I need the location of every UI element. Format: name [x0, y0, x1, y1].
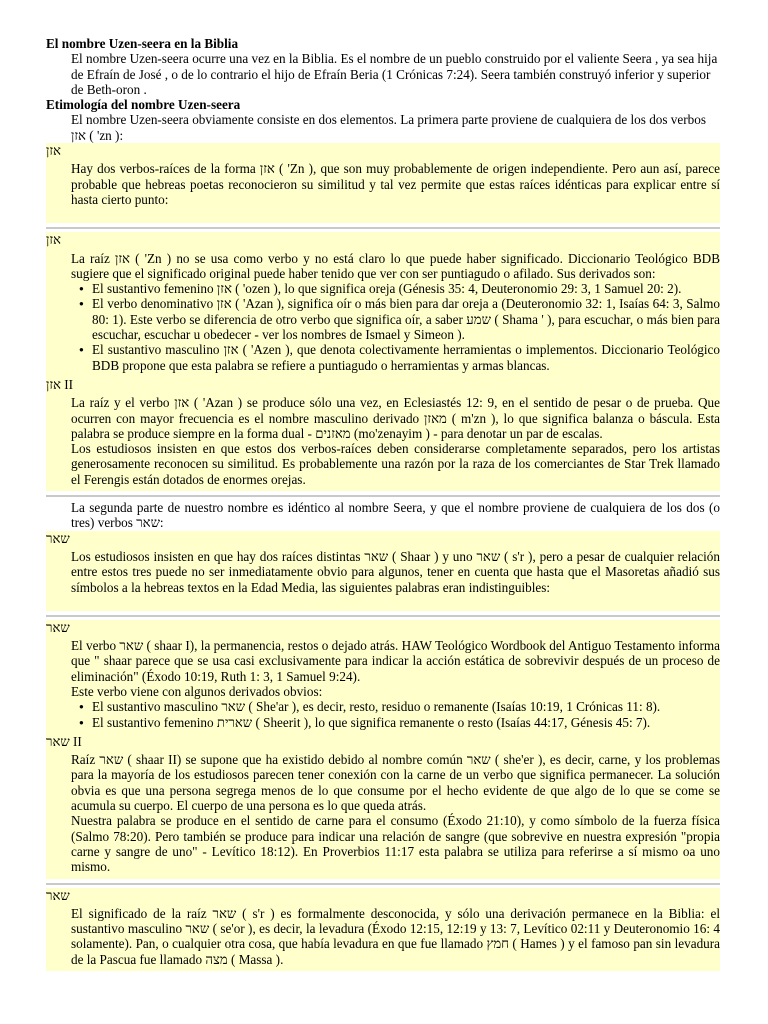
section-title-etymology: Etimología del nombre Uzen-seera — [46, 97, 241, 113]
divider — [46, 495, 720, 497]
list-item: ● El sustantivo femenino שארית ( Sheerit ), lo que significa remanente o resto (Isaías 44:17, Génesis 45: 7). — [92, 715, 720, 730]
root-body-shr-2-text: Raíz שאר ( shaar II) se supone que ha existido debido al nombre común שאר ( she'er ), es decir, carne, y los problemas para la mayoría de los estudiosos parecen tener conexión con la carne de un verbo que significa permanecer. La solución obvia es que una persona segrega menos de lo que consume por el hecho evidente de que algo de lo que se come se acumula su cuerpo. El cuerpo de una persona es lo que queda atrás. — [71, 752, 720, 814]
root-body-shr-1-text: El verbo שאר ( shaar I), la permanencia, restos o dejado atrás. HAW Teológico Wordbook del Antiguo Testamento informa que " shaar parece que se usa casi exclusivamente para indicar la acción estática de sobrevivir después de un proceso de eliminación" (Éxodo 10:19, Ruth 1: 3, 1 Samuel 9:24). — [71, 638, 720, 684]
list-item: ● El verbo denominativo אזן ( 'Azan ), significa oír o más bien para dar oreja a (Deuteronomio 32: 1, Isaías 64: 3, Salmo 80: 1). Este verbo se diferencia de otro verbo que significa oír, a saber שמע ( Shama ' ), para escuchar, o más bien para escuchar, escuchar u obedecer - ver los nombres de Ismael y Simeon ). — [92, 296, 720, 342]
section-body-etymology: El nombre Uzen-seera obviamente consiste en dos elementos. La primera parte proviene de cualquiera de los dos verbos אזן ( 'zn ): — [71, 112, 706, 143]
root-body-shr-1-text2: Este verbo viene con algunos derivados obvios: — [71, 683, 323, 699]
list-item: ● El sustantivo femenino אזן ( 'ozen ), lo que significa oreja (Génesis 35: 4, Deuteronomio 29: 3, 1 Samuel 20: 2). — [92, 281, 720, 296]
root-heading-shr-3: שאר — [46, 888, 720, 903]
derivatives-list-shr — [71, 699, 720, 730]
root-heading-azn: אזן — [46, 143, 720, 158]
root-heading-shr: שאר — [46, 531, 720, 546]
root-body-shr — [46, 546, 720, 611]
section-body-second-part: La segunda parte de nuestro nombre es idéntico al nombre Seera, y que el nombre proviene de cualquiera de los dos (o tres) verbos שאר: — [71, 500, 720, 531]
divider — [46, 615, 720, 617]
section-body-name: El nombre Uzen-seera ocurre una vez en la Biblia. Es el nombre de un pueblo construido por el valiente Seera , ya sea hija de Efraín de José , o de lo contrario el hijo de Efraín Beria (1 Crónicas 7:24). Seera también construyó inferior y superior de Beth-oron . — [71, 51, 718, 97]
list-item: ● El sustantivo masculino אזן ( 'Azen ), que denota colectivamente herramientas o implementos. Diccionario Teológico BDB propone que esta palabra se refiere a puntiagudo o herramientas y armas blancas. — [92, 342, 720, 373]
root-body-shr-text: Los estudiosos insisten en que hay dos raíces distintas שאר ( Shaar ) y uno שאר ( s'r ), pero a pesar de cualquier relación entre estos tres puede no ser inmediatamente obvio para algunos, tener en cuenta que hasta que el Masoretas añadió sus símbolos a la hebreas textos en la Edad Media, las siguientes palabras eran indistinguibles: — [71, 548, 720, 595]
divider — [46, 883, 720, 885]
root-body-azn-1 — [46, 248, 720, 377]
root-body-azn — [46, 158, 720, 223]
root-body-shr-2-text2: Nuestra palabra se produce en el sentido de carne para el consumo (Éxodo 21:10), y como símbolo de la fuerza física (Salmo 78:20). Pero también se produce para indicar una relación de sangre (que sobrevive en nuestra expresión "propia carne y sangre de uno" - Levítico 18:12). En Proverbios 11:17 esta palabra se utiliza para referirse a sí mismo oa uno mismo. — [71, 813, 720, 875]
root-body-shr-1 — [46, 635, 720, 734]
root-body-azn-2-text: La raíz y el verbo אזן ( 'Azan ) se produce sólo una vez, en Eclesiastés 12: 9, en el sentido de pesar o de prueba. Que ocurren con mayor frecuencia es el nombre masculino derivado מאזן ( m'zn ), lo que significa balanza o báscula. Esta palabra se produce siempre en la forma dual - מאזנים (mo'zenayim ) - para denotar un par de escalas. — [71, 395, 721, 441]
root-body-azn-2-text2: Los estudiosos insisten en que estos dos verbos-raíces deben considerarse completamente separados, pero los artistas generosamente reconocen su similitud. Es probablemente una razón por la raza de los comerciantes de Star Trek llamado el Ferengis están dotados de enormes orejas. — [71, 441, 720, 487]
root-body-shr-3 — [46, 903, 720, 971]
section-title-name: El nombre Uzen-seera en la Biblia — [46, 36, 239, 51]
root-heading-shr-2: שאר II — [46, 734, 720, 749]
root-body-azn-1-text: La raíz אזן ( 'Zn ) no se usa como verbo y no está claro lo que puede haber significado. Diccionario Teológico BDB sugiere que el significado original puede haber tenido que ver con ser puntiagudo o afilado. Sus derivados son: — [71, 250, 720, 281]
root-heading-azn-1: אזן — [46, 232, 720, 247]
divider — [46, 227, 720, 229]
derivatives-list-azn — [71, 281, 720, 373]
root-body-azn-2 — [46, 392, 720, 491]
root-body-azn-text: Hay dos verbos-raíces de la forma אזן ( 'Zn ), que son muy probablemente de origen independiente. Pero aun así, parece probable que hebreas poetas reconocieron su similitud y tal vez permite que estas raíces idénticas para explicar entre sí hasta cierto punto: — [71, 161, 720, 207]
list-item: ● El sustantivo masculino שאר ( She'ar ), es decir, resto, residuo o remanente (Isaías 10:19, 1 Crónicas 11: 8). — [92, 699, 720, 714]
root-body-shr-2 — [46, 749, 720, 878]
root-heading-shr-1: שאר — [46, 620, 720, 635]
root-heading-azn-2: אזן II — [46, 377, 720, 392]
root-body-shr-3-text: El significado de la raíz שאר ( s'r ) es formalmente desconocida, y sólo una derivación permanece en la Biblia: el sustantivo masculino שאר ( se'or ), es decir, la levadura (Éxodo 12:15, 12:19 y 13: 7, Levítico 02:11 y Deuteronomio 16: 4 solamente). Pan, o cualquier otra cosa, que había levadura en que fue llamado חמץ ( Hames ) y el famoso pan sin levadura de la Pascua fue llamado מצה ( Massa ). — [71, 905, 720, 967]
